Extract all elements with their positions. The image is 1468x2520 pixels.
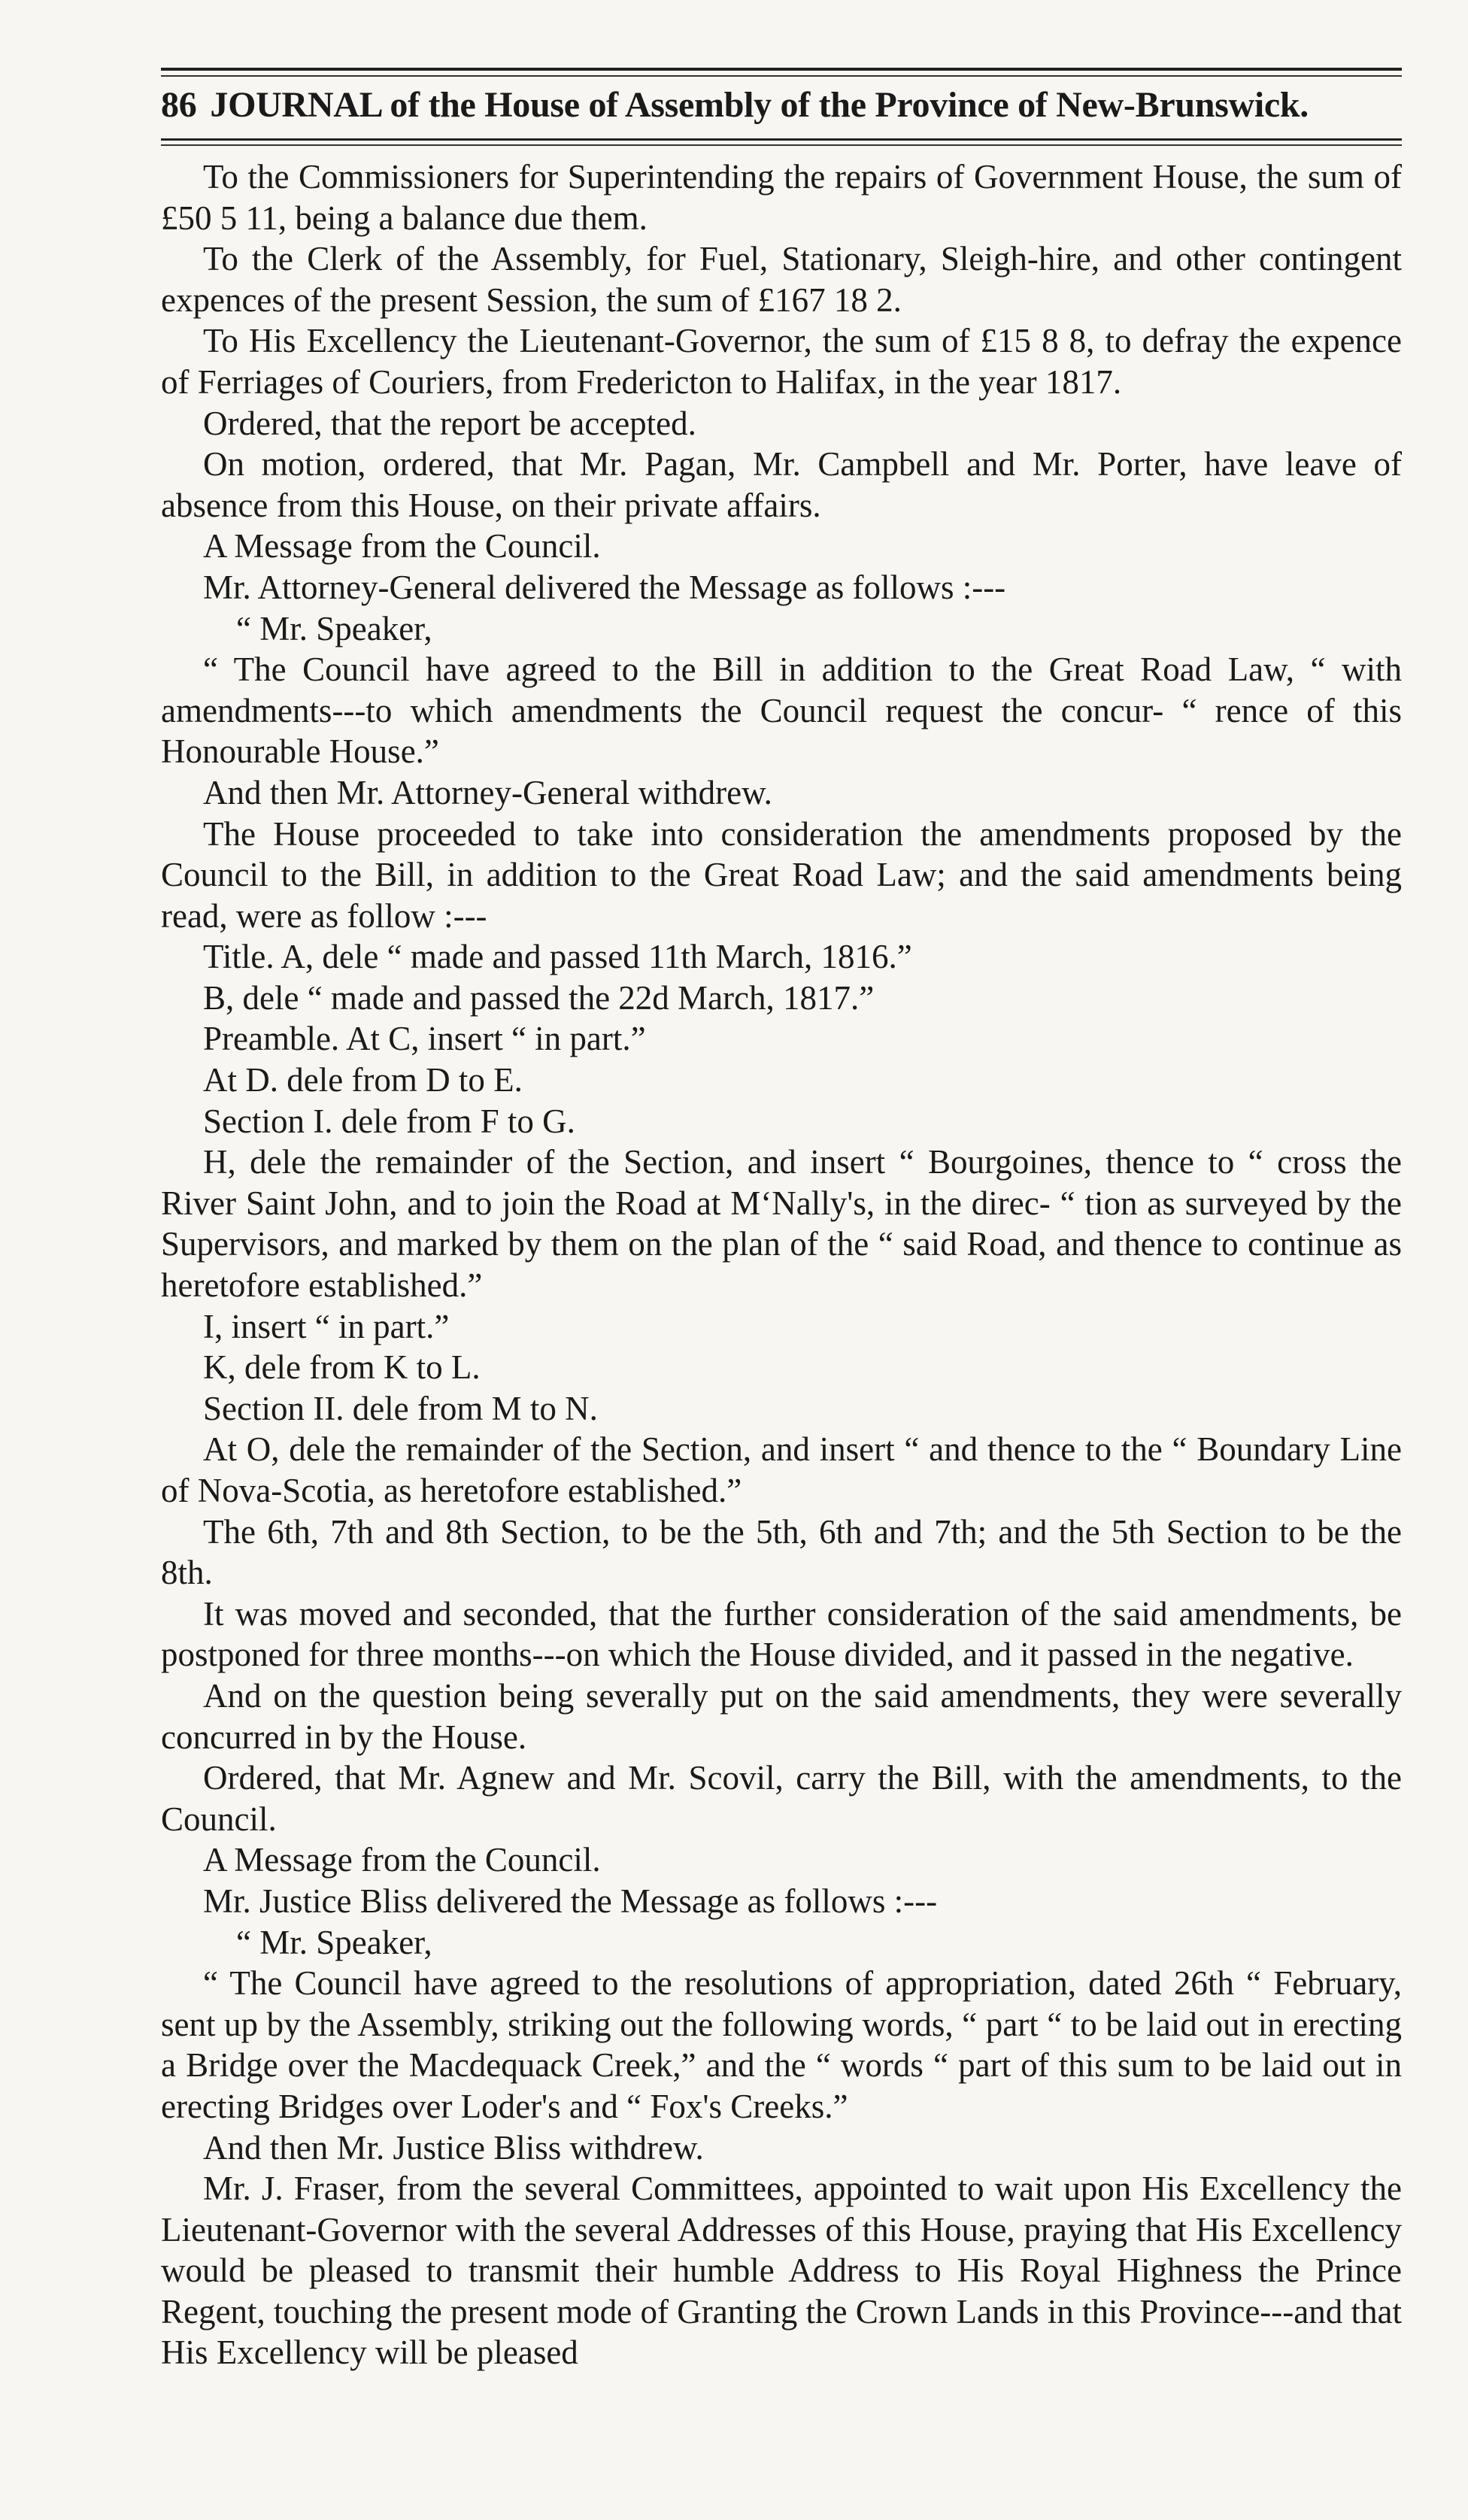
journal-paragraph: Title. A, dele “ made and passed 11th March, 1816.” <box>203 938 912 976</box>
running-header <box>161 81 1402 129</box>
journal-paragraph: To the Clerk of the Assembly, for Fuel, Stationary, Sleigh-hire, and other contingent expences of the present Session, the sum of £167 18 2. <box>161 240 1402 319</box>
journal-paragraph: Section II. dele from M to N. <box>203 1389 598 1427</box>
journal-paragraph: And on the question being severally put on the said amendments, they were severally concurred in by the House. <box>161 1676 1402 1756</box>
journal-paragraph: Mr. J. Fraser, from the several Committees, appointed to wait upon His Excellency the Lieutenant-Governor with the several Addresses of this House, praying that His Excellency would be pleased to transmit their humble Address to His Royal Highness the Prince Regent, touching the present mode of Granting the Crown Lands in this Province---and that His Excellency will be pleased <box>161 2170 1402 2372</box>
header-rule-top <box>161 68 1402 71</box>
journal-paragraph: H, dele the remainder of the Section, and insert “ Bourgoines, thence to “ cross the River Saint John, and to join the Road at M‘Nally's, in the direc- “ tion as surveyed by the Supervisors, and marked by them on the plan of the “ said Road, and thence to continue as heretofore established.” <box>161 1143 1402 1305</box>
page-number: 86 <box>161 85 197 125</box>
journal-body <box>161 156 1402 2373</box>
journal-page <box>161 68 1402 2474</box>
journal-paragraph: It was moved and seconded, that the further consideration of the said amendments, be postponed for three months---on which the House divided, and it passed in the negative. <box>161 1594 1402 1674</box>
journal-paragraph: And then Mr. Attorney-General withdrew. <box>203 773 772 811</box>
journal-paragraph: The House proceeded to take into consideration the amendments proposed by the Council to the Bill, in addition to the Great Road Law; and the said amendments being read, were as follow :--- <box>161 814 1402 935</box>
journal-paragraph: A Message from the Council. <box>203 1841 601 1879</box>
journal-paragraph: And then Mr. Justice Bliss withdrew. <box>203 2128 704 2167</box>
header-rule-bottom <box>161 138 1402 141</box>
journal-paragraph: Section I. dele from F to G. <box>203 1102 575 1140</box>
journal-paragraph: The 6th, 7th and 8th Section, to be the 5th, 6th and 7th; and the 5th Section to be the 8th. <box>161 1512 1402 1592</box>
header-rule-bottom-thin <box>161 144 1402 146</box>
journal-paragraph: At D. dele from D to E. <box>203 1061 523 1099</box>
journal-paragraph: “ Mr. Speaker, <box>236 609 432 647</box>
journal-paragraph: Ordered, that Mr. Agnew and Mr. Scovil, carry the Bill, with the amendments, to the Council. <box>161 1759 1402 1838</box>
journal-paragraph: I, insert “ in part.” <box>203 1307 450 1345</box>
journal-paragraph: On motion, ordered, that Mr. Pagan, Mr. Campbell and Mr. Porter, have leave of absence from this House, on their private affairs. <box>161 445 1402 524</box>
journal-paragraph: “ The Council have agreed to the Bill in addition to the Great Road Law, “ with amendments---to which amendments the Council request the concur- “ rence of this Honourable House.” <box>161 650 1402 771</box>
journal-paragraph: A Message from the Council. <box>203 527 601 566</box>
journal-paragraph: To the Commissioners for Superintending the repairs of Government House, the sum of £50 5 11, being a balance due them. <box>161 158 1402 237</box>
journal-paragraph: Preamble. At C, insert “ in part.” <box>203 1020 646 1058</box>
journal-paragraph: “ Mr. Speaker, <box>236 1923 432 1961</box>
journal-paragraph: At O, dele the remainder of the Section, and insert “ and thence to the “ Boundary Line of Nova-Scotia, as heretofore established.” <box>161 1430 1402 1509</box>
header-rule-top-thin <box>161 75 1402 77</box>
journal-paragraph: B, dele “ made and passed the 22d March, 1817.” <box>203 978 875 1017</box>
journal-paragraph: “ The Council have agreed to the resolutions of appropriation, dated 26th “ February, sent up by the Assembly, striking out the following words, “ part “ to be laid out in erecting a Bridge over the Macdequack Creek,” and the “ words “ part of this sum to be laid out in erecting Bridges over Loder's and “ Fox's Creeks.” <box>161 1964 1402 2125</box>
journal-title: JOURNAL of the House of Assembly of the Province of New-Brunswick. <box>210 85 1309 125</box>
journal-paragraph: Mr. Justice Bliss delivered the Message as follows :--- <box>203 1882 938 1920</box>
journal-paragraph: K, dele from K to L. <box>203 1348 481 1387</box>
journal-paragraph: To His Excellency the Lieutenant-Governor, the sum of £15 8 8, to defray the expence of Ferriages of Couriers, from Fredericton to Halifax, in the year 1817. <box>161 322 1402 401</box>
journal-paragraph: Ordered, that the report be accepted. <box>203 404 696 442</box>
journal-paragraph: Mr. Attorney-General delivered the Message as follows :--- <box>203 568 1006 606</box>
